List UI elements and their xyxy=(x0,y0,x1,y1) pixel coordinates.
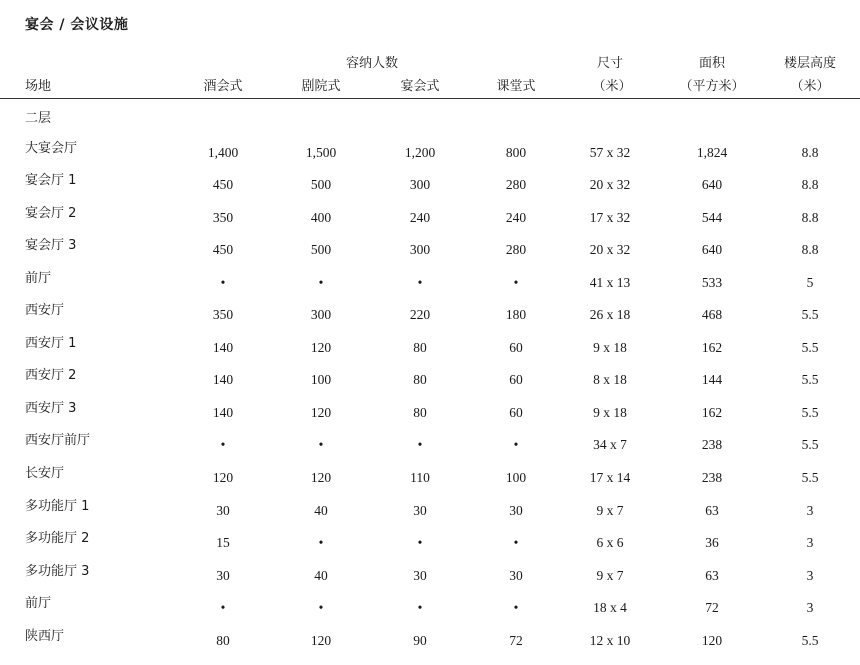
table-row xyxy=(0,336,860,372)
table-row xyxy=(0,271,860,307)
venue-cell: 多功能厅 3 xyxy=(25,564,90,579)
banquet-cell: 220 xyxy=(409,307,431,322)
area-cell: 468 xyxy=(701,307,723,322)
theater-cell: 1,500 xyxy=(305,145,337,160)
venue-cell: 宴会厅 3 xyxy=(25,238,77,253)
venue-cell: 前厅 xyxy=(25,596,52,611)
theater-cell: • xyxy=(318,437,324,452)
classroom-cell: 60 xyxy=(509,340,523,355)
reception-cell: 140 xyxy=(212,405,234,420)
height-unit: （米） xyxy=(790,79,830,94)
table-row xyxy=(0,433,860,469)
theater-cell: 120 xyxy=(310,340,332,355)
banquet-cell: 30 xyxy=(413,568,427,583)
dimensions-cell: 6 x 6 xyxy=(596,535,624,550)
classroom-cell: • xyxy=(513,535,519,550)
height-cell: 8.8 xyxy=(801,210,819,225)
classroom-cell: • xyxy=(513,275,519,290)
area-cell: 72 xyxy=(705,600,719,615)
reception-cell: 120 xyxy=(212,470,234,485)
height-cell: 5.5 xyxy=(801,405,819,420)
capacity-group-header: 容纳人数 xyxy=(345,56,399,71)
table-row xyxy=(0,531,860,567)
reception-cell: 30 xyxy=(216,503,230,518)
banquet-cell: • xyxy=(417,275,423,290)
area-cell: 640 xyxy=(701,177,723,192)
height-cell: 3 xyxy=(806,568,814,583)
venue-cell: 长安厅 xyxy=(25,466,65,481)
height-cell: 5.5 xyxy=(801,307,819,322)
classroom-cell: 180 xyxy=(505,307,527,322)
banquet-cell: 240 xyxy=(409,210,431,225)
table-row xyxy=(0,564,860,600)
venue-cell: 宴会厅 2 xyxy=(25,206,77,221)
banquet-cell: 1,200 xyxy=(404,145,436,160)
area-cell: 144 xyxy=(701,372,723,387)
table-row xyxy=(0,141,860,177)
table-row xyxy=(0,499,860,535)
reception-cell: 30 xyxy=(216,568,230,583)
height-cell: 8.8 xyxy=(801,177,819,192)
height-cell: 5.5 xyxy=(801,470,819,485)
reception-cell: 350 xyxy=(212,210,234,225)
table-row xyxy=(0,629,860,665)
area-cell: 1,824 xyxy=(696,145,728,160)
table-row xyxy=(0,173,860,209)
banquet-header: 宴会式 xyxy=(400,79,440,94)
dimensions-header: 尺寸 xyxy=(596,56,624,71)
header-divider xyxy=(0,98,860,99)
banquet-cell: • xyxy=(417,437,423,452)
height-cell: 8.8 xyxy=(801,145,819,160)
dimensions-cell: 18 x 4 xyxy=(593,600,627,615)
height-cell: 8.8 xyxy=(801,242,819,257)
classroom-cell: 280 xyxy=(505,242,527,257)
reception-cell: • xyxy=(220,600,226,615)
height-cell: 5.5 xyxy=(801,340,819,355)
dimensions-cell: 9 x 18 xyxy=(593,405,627,420)
dimensions-cell: 9 x 18 xyxy=(593,340,627,355)
area-header: 面积 xyxy=(698,56,726,71)
theater-cell: 500 xyxy=(310,177,332,192)
classroom-cell: 60 xyxy=(509,372,523,387)
table-row xyxy=(0,401,860,437)
venue-cell: 大宴会厅 xyxy=(25,141,78,156)
dimensions-cell: 41 x 13 xyxy=(589,275,631,290)
classroom-cell: 72 xyxy=(509,633,523,648)
venue-cell: 西安厅前厅 xyxy=(25,433,91,448)
venue-header: 场地 xyxy=(25,79,52,94)
area-cell: 640 xyxy=(701,242,723,257)
theater-cell: 400 xyxy=(310,210,332,225)
classroom-cell: • xyxy=(513,437,519,452)
height-header: 楼层高度 xyxy=(783,56,837,71)
reception-cell: 15 xyxy=(216,535,230,550)
area-cell: 162 xyxy=(701,405,723,420)
reception-header: 酒会式 xyxy=(203,79,243,94)
dimensions-unit: （米） xyxy=(592,79,632,94)
venue-cell: 多功能厅 1 xyxy=(25,499,90,514)
theater-cell: 120 xyxy=(310,470,332,485)
theater-cell: 120 xyxy=(310,633,332,648)
page-title: 宴会 / 会议设施 xyxy=(25,17,129,33)
venue-cell: 宴会厅 1 xyxy=(25,173,77,188)
reception-cell: • xyxy=(220,437,226,452)
venue-cell: 陕西厅 xyxy=(25,629,65,644)
area-cell: 238 xyxy=(701,470,723,485)
height-cell: 5.5 xyxy=(801,372,819,387)
height-cell: 5 xyxy=(806,275,814,290)
dimensions-cell: 12 x 10 xyxy=(589,633,631,648)
banquet-cell: 80 xyxy=(413,372,427,387)
area-cell: 63 xyxy=(705,568,719,583)
height-cell: 3 xyxy=(806,600,814,615)
venue-cell: 西安厅 1 xyxy=(25,336,77,351)
venue-cell: 前厅 xyxy=(25,271,52,286)
classroom-cell: 100 xyxy=(505,470,527,485)
dimensions-cell: 17 x 14 xyxy=(589,470,631,485)
area-cell: 162 xyxy=(701,340,723,355)
classroom-cell: 800 xyxy=(505,145,527,160)
table-row xyxy=(0,238,860,274)
table-row xyxy=(0,303,860,339)
area-unit: （平方米） xyxy=(679,79,745,94)
dimensions-cell: 17 x 32 xyxy=(589,210,631,225)
height-cell: 3 xyxy=(806,535,814,550)
area-cell: 544 xyxy=(701,210,723,225)
theater-cell: 500 xyxy=(310,242,332,257)
reception-cell: 80 xyxy=(216,633,230,648)
venue-cell: 西安厅 3 xyxy=(25,401,77,416)
theater-cell: 40 xyxy=(314,568,328,583)
reception-cell: 140 xyxy=(212,372,234,387)
dimensions-cell: 57 x 32 xyxy=(589,145,631,160)
area-cell: 238 xyxy=(701,437,723,452)
classroom-header: 课堂式 xyxy=(496,79,536,94)
theater-cell: 40 xyxy=(314,503,328,518)
area-cell: 63 xyxy=(705,503,719,518)
reception-cell: 1,400 xyxy=(207,145,239,160)
banquet-cell: • xyxy=(417,600,423,615)
banquet-cell: 80 xyxy=(413,405,427,420)
theater-cell: • xyxy=(318,535,324,550)
dimensions-cell: 9 x 7 xyxy=(596,568,624,583)
table-row xyxy=(0,368,860,404)
banquet-cell: 300 xyxy=(409,242,431,257)
table-row xyxy=(0,206,860,242)
reception-cell: 450 xyxy=(212,177,234,192)
area-cell: 120 xyxy=(701,633,723,648)
reception-cell: • xyxy=(220,275,226,290)
reception-cell: 450 xyxy=(212,242,234,257)
dimensions-cell: 9 x 7 xyxy=(596,503,624,518)
dimensions-cell: 20 x 32 xyxy=(589,242,631,257)
classroom-cell: 30 xyxy=(509,503,523,518)
theater-cell: • xyxy=(318,600,324,615)
height-cell: 5.5 xyxy=(801,633,819,648)
banquet-cell: 90 xyxy=(413,633,427,648)
banquet-cell: 80 xyxy=(413,340,427,355)
banquet-cell: 30 xyxy=(413,503,427,518)
banquet-cell: 300 xyxy=(409,177,431,192)
classroom-cell: 60 xyxy=(509,405,523,420)
height-cell: 3 xyxy=(806,503,814,518)
classroom-cell: 240 xyxy=(505,210,527,225)
area-cell: 36 xyxy=(705,535,719,550)
venue-cell: 多功能厅 2 xyxy=(25,531,90,546)
theater-cell: 300 xyxy=(310,307,332,322)
venue-cell: 西安厅 xyxy=(25,303,65,318)
table-row xyxy=(0,596,860,632)
classroom-cell: 30 xyxy=(509,568,523,583)
reception-cell: 140 xyxy=(212,340,234,355)
banquet-cell: • xyxy=(417,535,423,550)
theater-cell: • xyxy=(318,275,324,290)
theater-cell: 120 xyxy=(310,405,332,420)
venue-cell: 西安厅 2 xyxy=(25,368,77,383)
classroom-cell: • xyxy=(513,600,519,615)
reception-cell: 350 xyxy=(212,307,234,322)
table-row xyxy=(0,466,860,502)
dimensions-cell: 20 x 32 xyxy=(589,177,631,192)
dimensions-cell: 26 x 18 xyxy=(589,307,631,322)
height-cell: 5.5 xyxy=(801,437,819,452)
banquet-cell: 110 xyxy=(410,470,430,485)
theater-cell: 100 xyxy=(310,372,332,387)
classroom-cell: 280 xyxy=(505,177,527,192)
theater-header: 剧院式 xyxy=(301,79,341,94)
section-label: 二层 xyxy=(25,111,52,126)
dimensions-cell: 34 x 7 xyxy=(593,437,627,452)
dimensions-cell: 8 x 18 xyxy=(593,372,627,387)
area-cell: 533 xyxy=(701,275,723,290)
